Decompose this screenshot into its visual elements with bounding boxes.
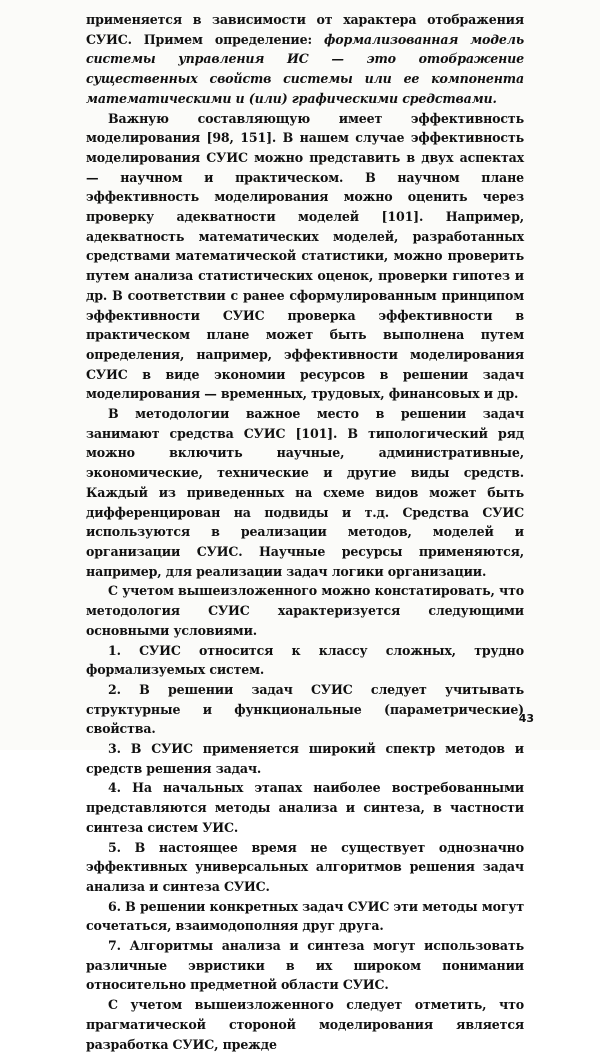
paragraph-methodology-conditions: С учетом вышеизложенного можно констатировать, что методология СУИС характеризуется следующими основными условиями. [86,583,524,638]
paragraph-modeling-efficiency: Важную составляющую имеет эффективность моделирования [98, 151]. В нашем случае эффективность моделирования СУИС можно представить в двух аспектах — научном и практическом. В научном плане эффективность моделирования можно оценить через проверку адекватности моделей [101]. Например, адекватность математических моделей, разработанных средствами математической статистики, можно проверить путем анализа статистических оценок, проверки гипотез и др. В соответствии с ранее сформулированным принципом эффективности СУИС проверка эффективности в практическом плане может быть выполнена путем определения, например, эффективности моделирования СУИС в виде экономии ресурсов в решении задач моделирования — временных, трудовых, финансовых и др. [86,110,524,402]
paragraph-definition [86,10,524,109]
page-body-text [86,10,524,1054]
list-item-2: 2. В решении задач СУИС следует учитывать структурные и функциональные (параметрические) свойства. [86,681,524,737]
list-item-3: 3. В СУИС применяется широкий спектр методов и средств решения задач. [86,741,524,776]
definition-lead-text: применяется в зависимости от характера отображения СУИС. Примем определение: [86,12,524,47]
list-item-6: 6. В решении конкретных задач СУИС эти методы могут сочетаться, взаимодополняя друг друга. [86,898,524,934]
list-item-4: 4. На начальных этапах наиболее востребованными представляются методы анализа и синтеза, в частности синтеза систем УИС. [86,780,524,835]
list-item-7: 7. Алгоритмы анализа и синтеза могут использовать различные эвристики в их широком понимании относительно предметной области СУИС. [86,938,524,993]
definition-italic-text: формализованная модель системы управления ИС — это отображение существенных свойств системы или ее компонента математическими и (или) графическими средствами. [86,31,524,106]
page-number: 43 [518,712,534,725]
paragraph-pragmatic-side: С учетом вышеизложенного следует отметить, что прагматической стороной моделирования является разработка СУИС, прежде [86,997,524,1052]
list-item-1: 1. СУИС относится к классу сложных, трудно формализуемых систем. [86,642,524,678]
list-item-5: 5. В настоящее время не существует однозначно эффективных универсальных алгоритмов решения задач анализа и синтеза СУИС. [86,839,524,894]
paragraph-suis-means: В методологии важное место в решении задач занимают средства СУИС [101]. В типологический ряд можно включить научные, административные, экономические, технические и другие виды средств. Каждый из приведенных на схеме видов может быть дифференцирован на подвиды и т.д. Средства СУИС используются в реализации методов, моделей и организации СУИС. Научные ресурсы применяются, например, для реализации задач логики организации. [86,406,524,579]
